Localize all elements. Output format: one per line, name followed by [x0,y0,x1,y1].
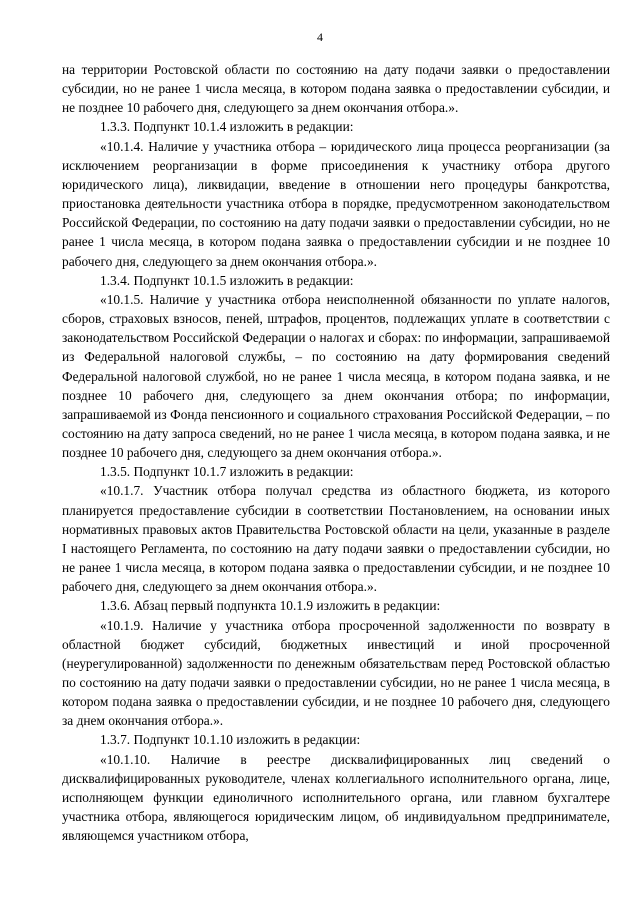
paragraph-subitem-1-3-3: 1.3.3. Подпункт 10.1.4 изложить в редакции: [100,119,354,135]
paragraph-subitem-1-3-7: 1.3.7. Подпункт 10.1.10 изложить в редакции: [100,732,361,748]
page-number: 4 [317,30,323,44]
paragraph-continuation: на территории Ростовской области по состоянию на дату подачи заявки о предоставлении субсидии, но не ранее 1 числа месяца, в котором подана заявка о предоставлении субсидии, и не позднее 10 рабочего дня, следующего за днем окончания отбора.». [62,62,610,116]
document-body [62,60,610,845]
paragraph-item-10-1-4: «10.1.4. Наличие у участника отбора – юридического лица процесса реорганизации (за исключением реорганизации в форме присоединения к участнику отбора другого юридического лица), ликвидации, введение в отношении него процедуры банкротства, приостановка деятельности участника отбора в порядке, предусмотренном законодательством Российской Федерации, по состоянию на дату подачи заявки о предоставлении субсидии, но не ранее 1 числа месяца, в котором подана заявка о предоставлении субсидии и не позднее 10 рабочего дня, следующего за днем окончания отбора.». [62,138,610,269]
paragraph-item-10-1-9: «10.1.9. Наличие у участника отбора просроченной задолженности по возврату в областной бюджет субсидий, бюджетных инвестиций и иной просроченной (неурегулированной) задолженности по денежным обязательствам перед Ростовской областью по состоянию на дату подачи заявки о предоставлении субсидии, но не ранее 1 числа месяца, в котором подана заявка о предоставлении субсидии, и не позднее 10 рабочего дня, следующего за днем окончания отбора.». [62,617,610,729]
paragraph-item-10-1-10: «10.1.10. Наличие в реестре дисквалифицированных лиц сведений о дисквалифицированных руководителе, членах коллегиального исполнительного органа, лице, исполняющем функции единоличного исполнительного органа, или главном бухгалтере участника отбора, являющегося юридическим лицом, об индивидуальном предпринимателе, являющемся участником отбора, [62,751,610,844]
paragraph-subitem-1-3-6: 1.3.6. Абзац первый подпункта 10.1.9 изложить в редакции: [100,598,441,614]
paragraph-subitem-1-3-4: 1.3.4. Подпункт 10.1.5 изложить в редакции: [100,272,354,288]
paragraph-subitem-1-3-5: 1.3.5. Подпункт 10.1.7 изложить в редакции: [100,464,354,480]
paragraph-item-10-1-5: «10.1.5. Наличие у участника отбора неисполненной обязанности по уплате налогов, сборов, страховых взносов, пеней, штрафов, процентов, подлежащих уплате в соответствии с законодательством Российской Федерации о налогах и сборах: по информации, запрашиваемой из Федеральной налоговой службы, – по состоянию на дату формирования сведений Федеральной налоговой службой, но не ранее 1 числа месяца, в котором подана заявка, и не позднее 10 рабочего дня, следующего за днем окончания отбора; по информации, запрашиваемой из Фонда пенсионного и социального страхования Российской Федерации, – по состоянию на дату запроса сведений, но не ранее 1 числа месяца, в котором подана заявка, и не позднее 10 рабочего дня, следующего за днем окончания отбора.». [62,291,610,461]
paragraph-item-10-1-7: «10.1.7. Участник отбора получал средства из областного бюджета, из которого планируется предоставление субсидии в соответствии Постановлением, на основании иных нормативных правовых актов Правительства Ростовской области на цели, указанные в разделе I настоящего Регламента, по состоянию на дату подачи заявки о предоставлении субсидии, но не ранее 1 числа месяца, в котором подана заявка о предоставлении субсидии, и не позднее 10 рабочего дня, следующего за днем окончания отбора.». [62,483,610,595]
